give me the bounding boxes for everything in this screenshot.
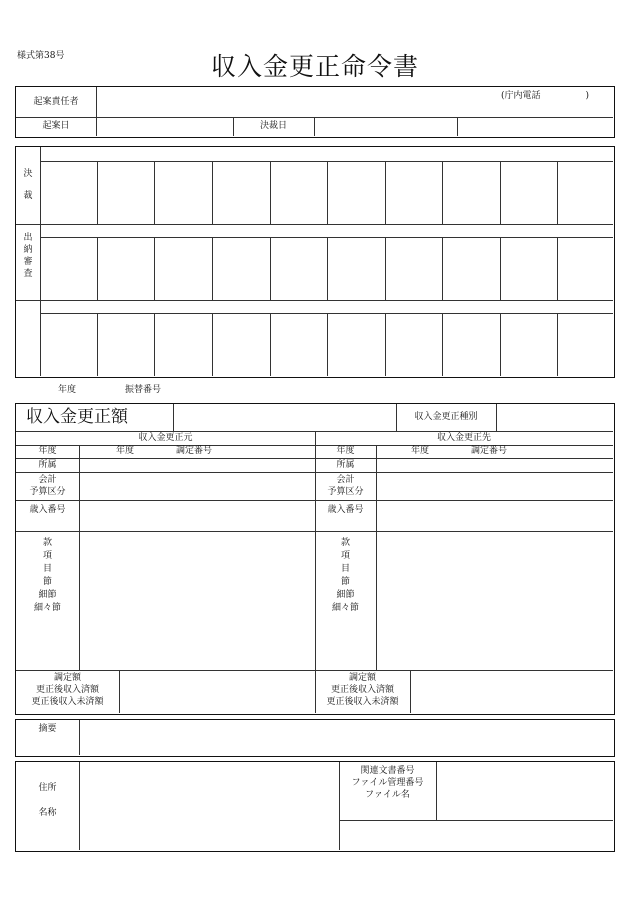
approval-grid bbox=[15, 146, 615, 378]
to-fields-area[interactable] bbox=[380, 448, 610, 670]
from-budget-division-label: 予算区分 bbox=[29, 487, 66, 497]
summary-label: 摘要 bbox=[38, 724, 57, 734]
from-moku-label: 目 bbox=[42, 564, 52, 574]
from-uncollected-label: 更正後収入未済額 bbox=[31, 697, 104, 707]
to-uncollected-label: 更正後収入未済額 bbox=[326, 697, 399, 707]
approval-date-label: 決裁日 bbox=[259, 121, 287, 131]
related-doc-label: 関連文書番号 bbox=[360, 766, 415, 776]
summary-box bbox=[15, 719, 615, 757]
form-number: 様式第38号 bbox=[17, 51, 65, 61]
from-assessment-label: 調定番号 bbox=[176, 446, 213, 456]
from-saisetsu-label: 細節 bbox=[38, 590, 57, 600]
name-label: 名称 bbox=[38, 808, 57, 818]
transfer-number-label: 振替番号 bbox=[125, 385, 162, 395]
decision-label-1: 決 bbox=[23, 169, 33, 179]
from-fields-area[interactable] bbox=[83, 448, 311, 670]
to-label: 収入金更正先 bbox=[436, 433, 491, 443]
approval-date-field[interactable] bbox=[318, 120, 452, 134]
drafter-label: 起案責任者 bbox=[33, 97, 79, 107]
to-year-label: 年度 bbox=[336, 446, 355, 456]
to-budget-division-label: 予算区分 bbox=[327, 487, 364, 497]
draft-date-field[interactable] bbox=[100, 120, 228, 134]
to-saisetsu-label: 細節 bbox=[336, 590, 355, 600]
from-setsu-label: 節 bbox=[42, 577, 52, 587]
correction-type-label: 収入金更正種別 bbox=[414, 412, 478, 422]
header-box bbox=[15, 86, 615, 138]
to-moku-label: 目 bbox=[340, 564, 350, 574]
from-label: 収入金更正元 bbox=[138, 433, 193, 443]
correction-type-field[interactable] bbox=[500, 407, 608, 427]
transfer-year-label: 年度 bbox=[58, 385, 77, 395]
file-mgmt-label: ファイル管理番号 bbox=[351, 778, 424, 788]
from-saisaisetsu-label: 細々節 bbox=[33, 603, 61, 613]
to-kan-label: 款 bbox=[340, 538, 350, 548]
address-label: 住所 bbox=[38, 783, 57, 793]
to-kou-label: 項 bbox=[340, 551, 350, 561]
from-assessed-amount-label: 調定額 bbox=[53, 673, 81, 683]
from-kan-label: 款 bbox=[42, 538, 52, 548]
decision-label-2: 裁 bbox=[23, 191, 33, 201]
form-title: 収入金更正命令書 bbox=[210, 52, 419, 81]
treasury-label: 出納審査 bbox=[23, 233, 33, 279]
to-revenue-number-label: 歳入番号 bbox=[327, 505, 364, 515]
summary-field[interactable] bbox=[83, 723, 609, 752]
draft-date-label: 起案日 bbox=[42, 121, 70, 131]
from-revenue-number-label: 歳入番号 bbox=[29, 505, 66, 515]
correction-heading: 収入金更正額 bbox=[26, 407, 128, 427]
to-department-label: 所属 bbox=[336, 460, 355, 470]
correction-box bbox=[15, 403, 615, 715]
address-name-field[interactable] bbox=[83, 766, 335, 846]
from-department-label: 所属 bbox=[38, 460, 57, 470]
drafter-field[interactable] bbox=[100, 91, 490, 111]
to-assessed-amount-label: 調定額 bbox=[348, 673, 376, 683]
to-saisaisetsu-label: 細々節 bbox=[331, 603, 359, 613]
phone-label: (庁内電話 ) bbox=[501, 91, 590, 101]
from-collected-label: 更正後収入済額 bbox=[35, 685, 99, 695]
to-collected-label: 更正後収入済額 bbox=[330, 685, 394, 695]
from-year-value-label: 年度 bbox=[116, 446, 135, 456]
to-assessment-label: 調定番号 bbox=[471, 446, 508, 456]
to-setsu-label: 節 bbox=[340, 577, 350, 587]
to-accounting-label: 会計 bbox=[336, 475, 355, 485]
footer-box bbox=[15, 761, 615, 852]
from-year-label: 年度 bbox=[38, 446, 57, 456]
from-kou-label: 項 bbox=[42, 551, 52, 561]
file-name-label: ファイル名 bbox=[365, 790, 410, 800]
to-year-value-label: 年度 bbox=[411, 446, 430, 456]
related-doc-field[interactable] bbox=[440, 765, 610, 817]
from-accounting-label: 会計 bbox=[38, 475, 57, 485]
